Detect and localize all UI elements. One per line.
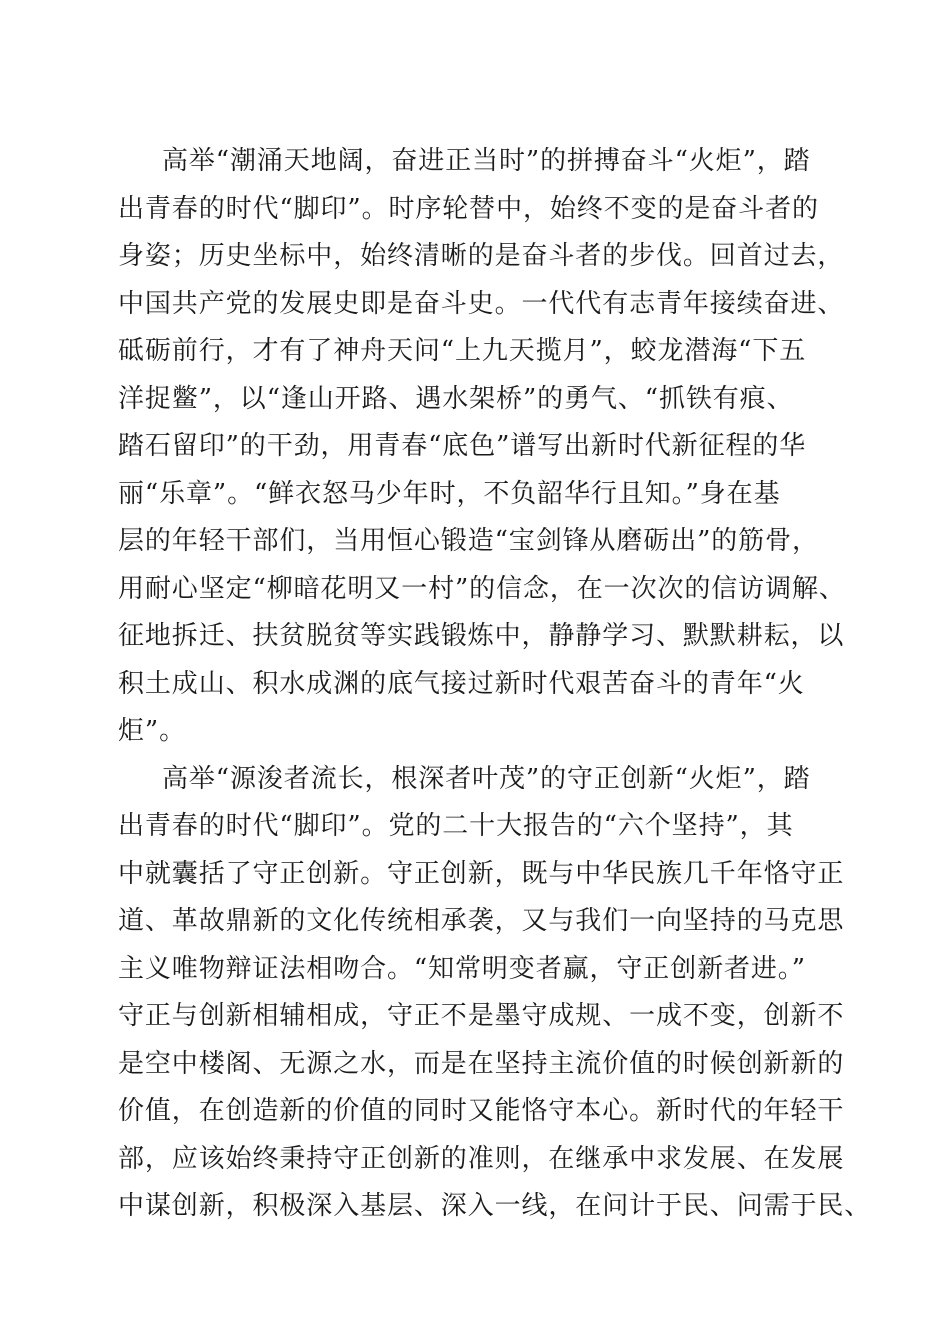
paragraph-line: 炬”。 xyxy=(118,716,186,746)
paragraph-line: 洋捉鳖”，以“逢山开路、遇水架桥”的勇气、“抓铁有痕、 xyxy=(118,383,794,414)
paragraph-line: 出青春的时代“脚印”。时序轮替中，始终不变的是奋斗者的 xyxy=(118,193,819,224)
paragraph-line: 部，应该始终秉持守正创新的准则，在继承中求发展、在发展 xyxy=(118,1143,845,1174)
paragraph-line: 丽“乐章”。“鲜衣怒马少年时，不负韶华行且知。”身在基 xyxy=(118,478,781,509)
paragraph-line: 用耐心坚定“柳暗花明又一村”的信念，在一次次的信访调解、 xyxy=(118,573,846,604)
paragraph-line: 层的年轻干部们，当用恒心锻造“宝剑锋从磨砺出”的筋骨， xyxy=(118,526,819,556)
paragraph-line: 道、革故鼎新的文化传统相承袭，又与我们一向坚持的马克思 xyxy=(118,906,845,936)
document-body xyxy=(118,138,872,1231)
paragraph-line: 高举“源浚者流长，根深者叶茂”的守正创新“火炬”，踏 xyxy=(162,763,811,794)
paragraph-line: 中国共产党的发展史即是奋斗史。一代代有志青年接续奋进、 xyxy=(118,288,845,319)
paragraph-line: 踏石留印”的干劲，用青春“底色”谱写出新时代新征程的华 xyxy=(118,431,807,461)
paragraph-line: 征地拆迁、扶贫脱贫等实践锻炼中，静静学习、默默耕耘，以 xyxy=(118,621,845,651)
paragraph-line: 身姿；历史坐标中，始终清晰的是奋斗者的步伐。回首过去， xyxy=(118,241,845,271)
paragraph-line: 中谋创新，积极深入基层、深入一线，在问计于民、问需于民、 xyxy=(118,1191,872,1221)
paragraph-line: 砥砺前行，才有了神舟天问“上九天揽月”，蛟龙潜海“下五 xyxy=(118,336,807,366)
paragraph-line: 出青春的时代“脚印”。党的二十大报告的“六个坚持”，其 xyxy=(118,811,794,841)
paragraph-line: 积土成山、积水成渊的底气接过新时代艰苦奋斗的青年“火 xyxy=(118,668,805,699)
paragraph-line: 是空中楼阁、无源之水，而是在坚持主流价值的时候创新新的 xyxy=(118,1048,845,1079)
paragraph-line: 中就囊括了守正创新。守正创新，既与中华民族几千年恪守正 xyxy=(118,858,845,889)
paragraph-2 xyxy=(118,756,872,1231)
paragraph-line: 高举“潮涌天地阔，奋进正当时”的拼搏奋斗“火炬”，踏 xyxy=(162,146,811,176)
paragraph-line: 守正与创新相辅相成，守正不是墨守成规、一成不变，创新不 xyxy=(118,1001,845,1031)
paragraph-line: 主义唯物辩证法相吻合。“知常明变者赢，守正创新者进。” xyxy=(118,953,806,984)
paragraph-1 xyxy=(118,138,858,756)
paragraph-line: 价值，在创造新的价值的同时又能恪守本心。新时代的年轻干 xyxy=(118,1096,845,1126)
